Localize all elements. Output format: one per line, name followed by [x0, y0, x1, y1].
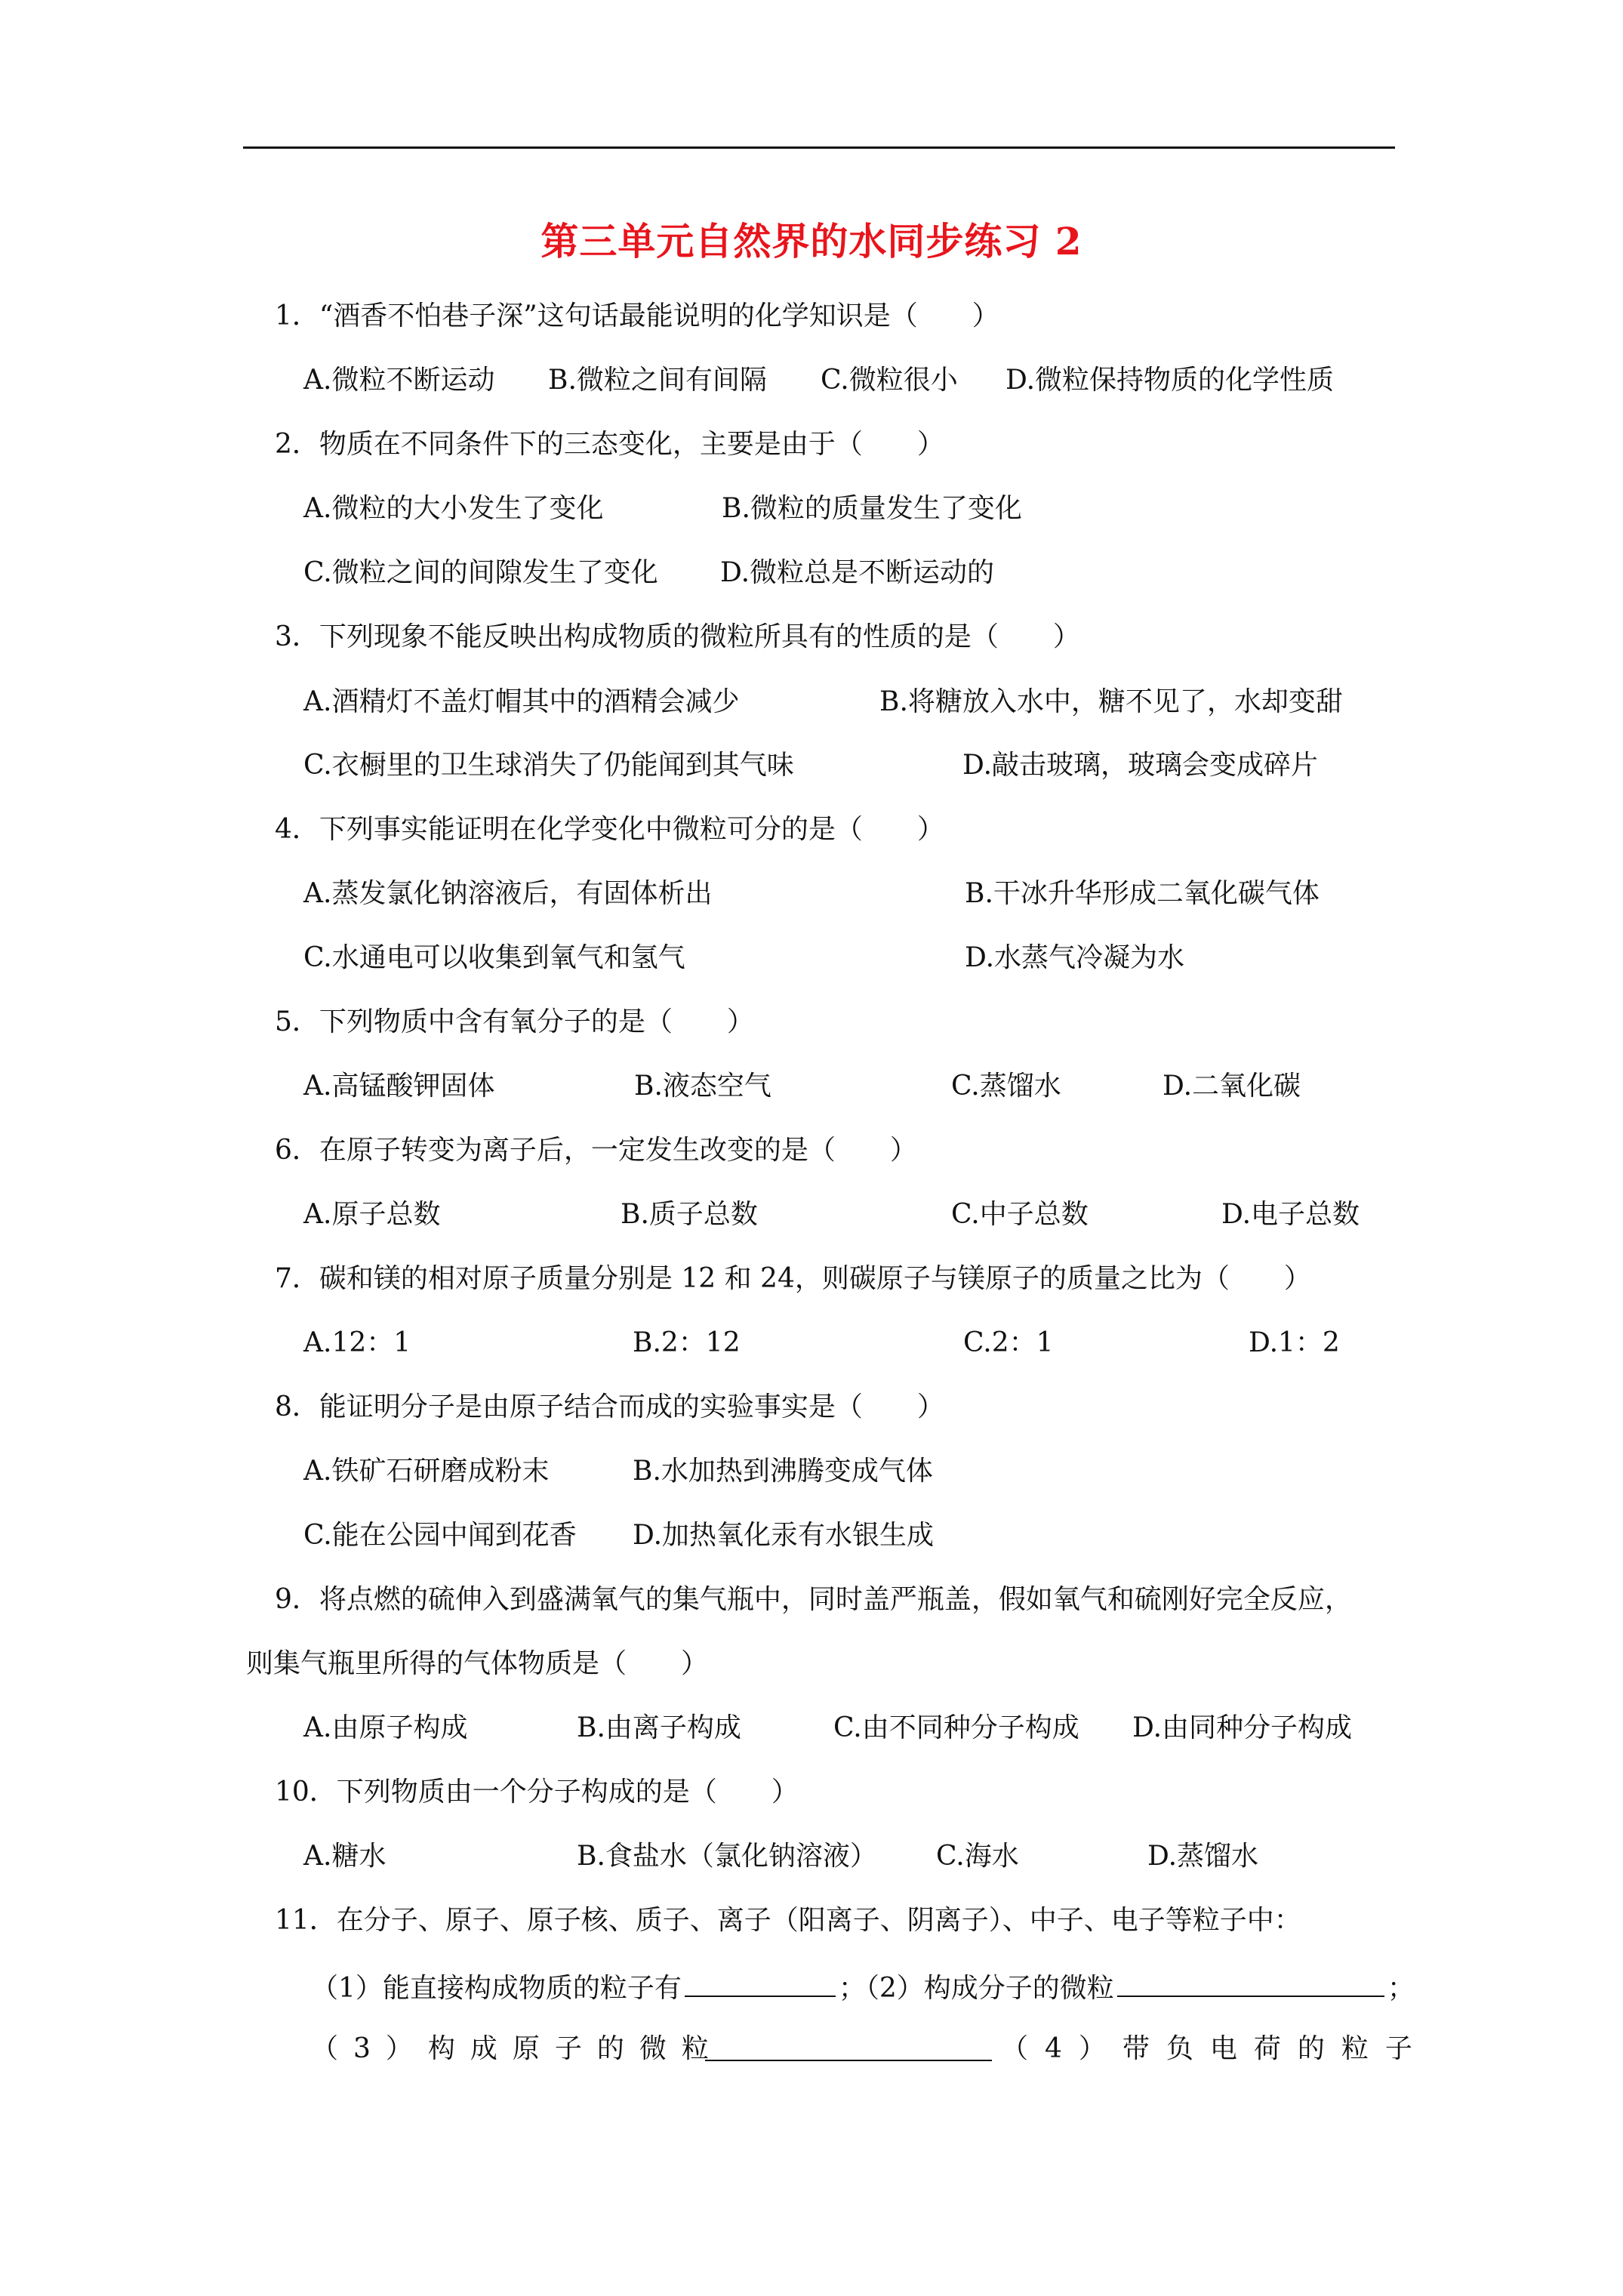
q6-option-c: C.中子总数 — [951, 1199, 1089, 1230]
question-11-stem: 11．在分子、原子、原子核、质子、离子（阳离子、阴离子）、中子、电子等粒子中： — [275, 1905, 1301, 1936]
q11-part3-blank[interactable] — [705, 2031, 992, 2061]
q11-part1-blank[interactable] — [685, 1967, 836, 1997]
question-3-stem: 3．下列现象不能反映出构成物质的微粒所具有的性质的是（ ） — [275, 621, 1080, 652]
q2-option-d: D.微粒总是不断运动的 — [720, 557, 995, 588]
q7-option-b: B.2：12 — [633, 1327, 741, 1358]
question-6-stem: 6．在原子转变为离子后，一定发生改变的是（ ） — [275, 1135, 917, 1166]
q10-option-c: C.海水 — [936, 1841, 1019, 1872]
q9-option-a: A.由原子构成 — [303, 1712, 468, 1743]
question-4-stem: 4．下列事实能证明在化学变化中微粒可分的是（ ） — [275, 814, 944, 845]
question-11-part-1-2 — [311, 1967, 1415, 2007]
question-2-stem: 2．物质在不同条件下的三态变化，主要是由于（ ） — [275, 429, 944, 460]
question-10-stem: 10．下列物质由一个分子构成的是（ ） — [275, 1777, 799, 1808]
q7-option-d: D.1：2 — [1249, 1327, 1340, 1358]
question-7-stem: 7．碳和镁的相对原子质量分别是 12 和 24，则碳原子与镁原子的质量之比为（ ） — [275, 1263, 1311, 1294]
q1-option-b: B.微粒之间有间隔 — [548, 365, 767, 396]
q6-option-d: D.电子总数 — [1221, 1199, 1360, 1230]
header-rule — [243, 146, 1395, 149]
q4-option-b: B.干冰升华形成二氧化碳气体 — [965, 878, 1320, 909]
q3-option-b: B.将糖放入水中，糖不见了，水却变甜 — [879, 686, 1343, 717]
q10-option-d: D.蒸馏水 — [1147, 1841, 1259, 1872]
q2-option-c: C.微粒之间的间隙发生了变化 — [303, 557, 658, 588]
q8-option-d: D.加热氧化汞有水银生成 — [633, 1520, 935, 1551]
q5-option-c: C.蒸馏水 — [951, 1071, 1061, 1102]
q4-option-c: C.水通电可以收集到氧气和氢气 — [303, 942, 685, 973]
question-1-stem: 1．“酒香不怕巷子深”这句话最能说明的化学知识是（ ） — [275, 300, 999, 331]
q4-option-a: A.蒸发氯化钠溶液后，有固体析出 — [303, 878, 713, 909]
q6-option-a: A.原子总数 — [303, 1199, 441, 1230]
q11-part2-blank[interactable] — [1117, 1967, 1384, 1997]
q10-option-b: B.食盐水（氯化钠溶液） — [577, 1841, 877, 1872]
q8-option-a: A.铁矿石研磨成粉末 — [303, 1456, 550, 1487]
question-9-stem: 9．将点燃的硫伸入到盛满氧气的集气瓶中，同时盖严瓶盖，假如氧气和硫刚好完全反应， — [275, 1584, 1352, 1615]
q1-option-a: A.微粒不断运动 — [303, 365, 495, 396]
question-8-stem: 8．能证明分子是由原子结合而成的实验事实是（ ） — [275, 1391, 944, 1422]
q7-option-c: C.2：1 — [963, 1327, 1054, 1358]
q9-option-d: D.由同种分子构成 — [1132, 1712, 1353, 1743]
q9-option-b: B.由离子构成 — [577, 1712, 741, 1743]
q5-option-d: D.二氧化碳 — [1163, 1071, 1301, 1102]
question-9-stem-cont: 则集气瓶里所得的气体物质是（ ） — [246, 1648, 709, 1679]
q11-part2-label: ；（2）构成分子的微粒 — [838, 1973, 1114, 2004]
q6-option-b: B.质子总数 — [621, 1199, 758, 1230]
q3-option-a: A.酒精灯不盖灯帽其中的酒精会减少 — [303, 686, 740, 717]
q1-option-d: D.微粒保持物质的化学性质 — [1006, 365, 1335, 396]
q2-option-a: A.微粒的大小发生了变化 — [303, 493, 604, 524]
q1-option-c: C.微粒很小 — [821, 365, 958, 396]
q8-option-c: C.能在公园中闻到花香 — [303, 1520, 577, 1551]
q10-option-a: A.糖水 — [303, 1841, 387, 1872]
page-title: 第三单元自然界的水同步练习 2 — [540, 219, 1083, 264]
q11-part4-label: （4）带负电荷的粒子 — [1001, 2033, 1429, 2064]
question-5-stem: 5．下列物质中含有氧分子的是（ ） — [275, 1006, 754, 1037]
q3-option-c: C.衣橱里的卫生球消失了仍能闻到其气味 — [303, 750, 794, 781]
q9-option-c: C.由不同种分子构成 — [833, 1712, 1079, 1743]
q3-option-d: D.敲击玻璃，玻璃会变成碎片 — [962, 750, 1319, 781]
q8-option-b: B.水加热到沸腾变成气体 — [633, 1456, 933, 1487]
q5-option-a: A.高锰酸钾固体 — [303, 1071, 495, 1102]
q7-option-a: A.12：1 — [303, 1327, 411, 1358]
q11-part3-label: （3）构成原子的微粒 — [311, 2033, 724, 2064]
q5-option-b: B.液态空气 — [634, 1071, 771, 1102]
q11-part2-end: ； — [1387, 1973, 1415, 2004]
q4-option-d: D.水蒸气冷凝为水 — [965, 942, 1185, 973]
q11-part1-label: （1）能直接构成物质的粒子有 — [311, 1973, 682, 2004]
q2-option-b: B.微粒的质量发生了变化 — [722, 493, 1022, 524]
